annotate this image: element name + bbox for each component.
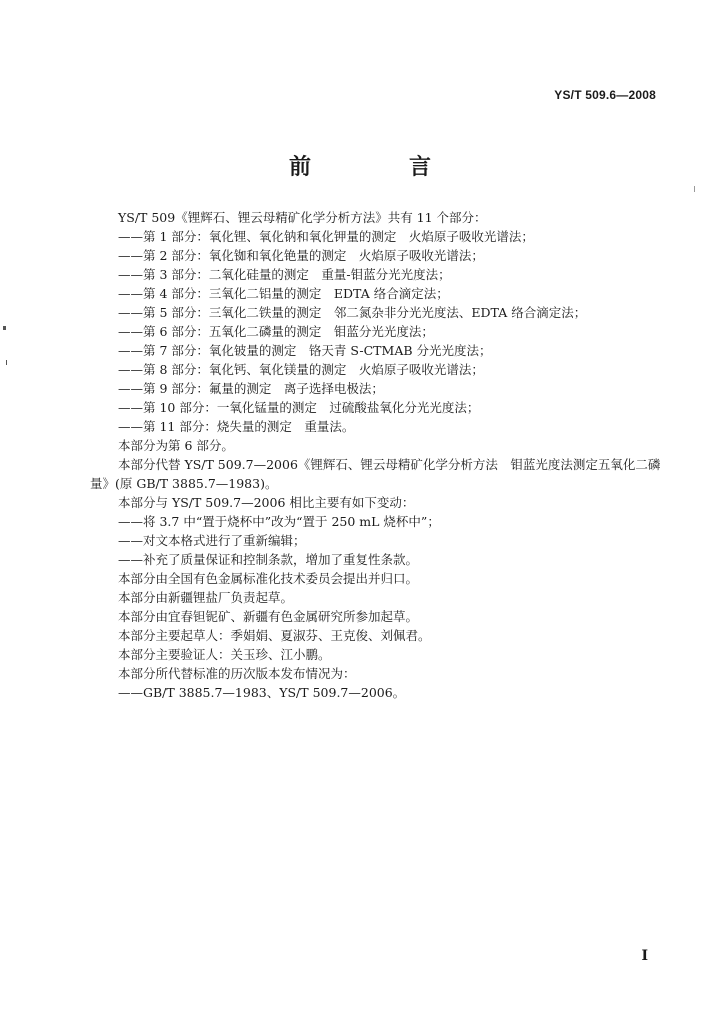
scan-speck [3,326,6,330]
list-item: ——对文本格式进行了重新编辑； [118,533,306,548]
paragraph-line: 本部分为第 6 部分。 [118,438,234,453]
list-item: ——第 7 部分：氧化铍量的测定 铬天青 S-CTMAB 分光光度法； [118,343,492,358]
list-item: ——第 6 部分：五氧化二磷量的测定 钼蓝分光光度法； [118,324,434,339]
paragraph-line: YS/T 509《锂辉石、锂云母精矿化学分析方法》共有 11 个部分： [118,210,487,225]
list-item: ——第 1 部分：氧化锂、氧化钠和氧化钾量的测定 火焰原子吸收光谱法； [118,229,534,244]
list-item: ——第 9 部分：氟量的测定 离子选择电极法； [118,381,384,396]
paragraph-line: 本部分由全国有色金属标准化技术委员会提出并归口。 [118,571,419,586]
list-item: ——第 3 部分：二氧化硅量的测定 重量-钼蓝分光光度法； [118,267,451,282]
scan-speck [694,186,695,192]
list-item: ——第 10 部分：一氧化锰量的测定 过硫酸盐氧化分光光度法； [118,400,480,415]
list-item: ——第 5 部分：三氧化二铁量的测定 邻二氮杂非分光光度法、EDTA 络合滴定法； [118,305,587,320]
paragraph-line: 本部分主要验证人：关玉珍、江小鹏。 [118,647,331,662]
paragraph-continuation: 量》(原 GB/T 3885.7—1983)。 [90,476,278,491]
paragraph-line: 本部分由宜春钽铌矿、新疆有色金属研究所参加起草。 [118,609,419,624]
paragraph-line: 本部分与 YS/T 509.7—2006 相比主要有如下变动： [118,495,415,510]
paragraph-line: 本部分主要起草人：季娟娟、夏淑芬、王克俊、刘佩君。 [118,628,431,643]
list-item: ——GB/T 3885.7—1983、YS/T 509.7—2006。 [118,685,406,700]
list-item: ——将 3.7 中“置于烧杯中”改为“置于 250 mL 烧杯中”； [118,514,440,529]
page-title: 前 言 [288,154,469,180]
page-number: I [641,948,648,964]
list-item: ——补充了质量保证和控制条款，增加了重复性条款。 [118,552,419,567]
scan-speck [6,360,7,365]
paragraph-line: 本部分由新疆锂盐厂负责起草。 [118,590,294,605]
paragraph-line: 本部分代替 YS/T 509.7—2006《锂辉石、锂云母精矿化学分析方法 钼蓝光度法测定五氧化二磷 [118,457,661,472]
paragraph-line: 本部分所代替标准的历次版本发布情况为： [118,666,356,681]
foreword-body [92,208,672,702]
list-item: ——第 4 部分：三氧化二铝量的测定 EDTA 络合滴定法； [118,286,449,301]
list-item: ——第 2 部分：氧化铷和氧化铯量的测定 火焰原子吸收光谱法； [118,248,484,263]
list-item: ——第 11 部分：烧失量的测定 重量法。 [118,419,355,434]
document-code: YS/T 509.6—2008 [554,88,656,102]
list-item: ——第 8 部分：氧化钙、氧化镁量的测定 火焰原子吸收光谱法； [118,362,484,377]
